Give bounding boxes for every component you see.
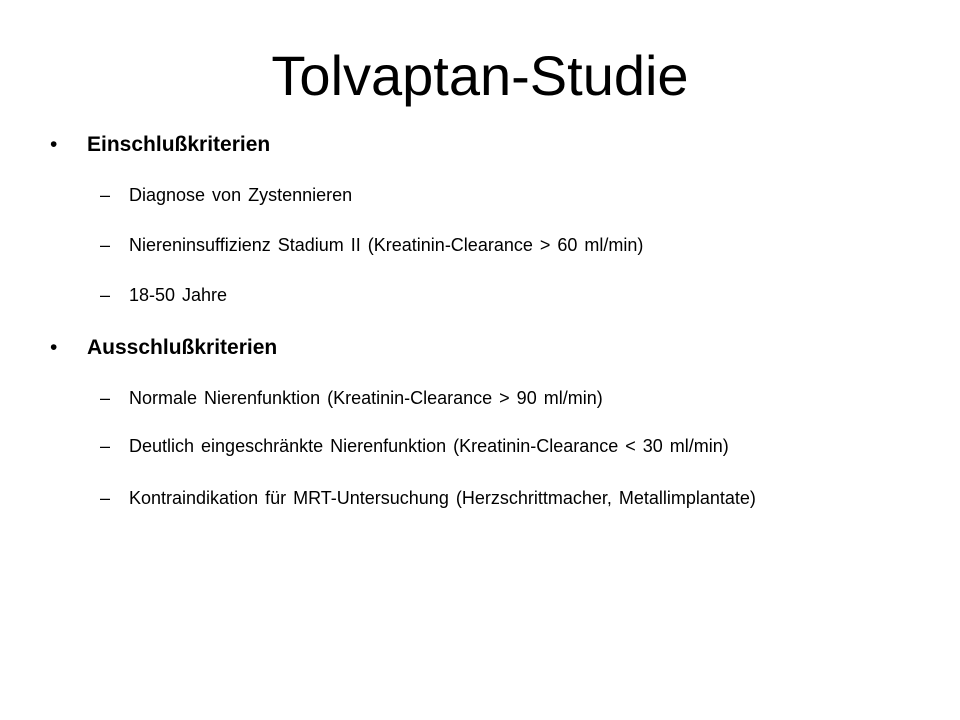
list-item-text: Niereninsuffizienz Stadium II (Kreatinin-Clearance > 60 ml/min) bbox=[129, 235, 644, 255]
list-item-text: Diagnose von Zystennieren bbox=[129, 185, 353, 205]
list-item-text: Deutlich eingeschränkte Nierenfunktion (Kreatinin-Clearance < 30 ml/min) bbox=[129, 436, 729, 456]
list-item-text: Normale Nierenfunktion (Kreatinin-Clearance > 90 ml/min) bbox=[129, 388, 603, 408]
dash-icon: – bbox=[100, 185, 111, 205]
bullet-icon: • bbox=[50, 336, 58, 359]
dash-icon: – bbox=[100, 488, 111, 508]
list-item-text: 18-50 Jahre bbox=[129, 285, 228, 305]
dash-icon: – bbox=[100, 235, 111, 255]
bullet-icon: • bbox=[50, 133, 58, 156]
section-heading-text: Ausschlußkriterien bbox=[87, 336, 278, 359]
dash-icon: – bbox=[100, 436, 111, 456]
dash-icon: – bbox=[100, 285, 111, 305]
section-heading-text: Einschlußkriterien bbox=[87, 133, 271, 156]
dash-icon: – bbox=[100, 388, 111, 408]
list-item-text: Kontraindikation für MRT-Untersuchung (Herzschrittmacher, Metallimplantate) bbox=[129, 488, 756, 508]
slide-title: Tolvaptan-Studie bbox=[271, 44, 689, 107]
